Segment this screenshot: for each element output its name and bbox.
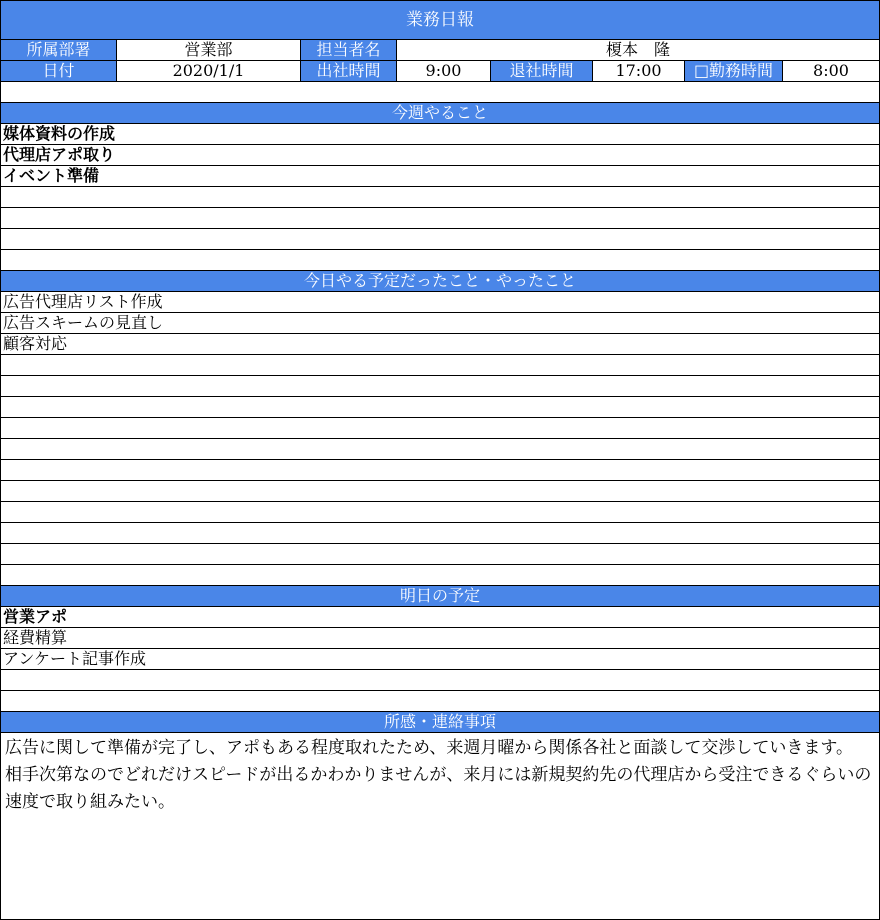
today-item[interactable]: [1, 565, 879, 586]
weekly-item[interactable]: イベント準備: [1, 166, 879, 187]
tomorrow-item[interactable]: [1, 670, 879, 691]
weekly-item[interactable]: 代理店アポ取り: [1, 145, 879, 166]
tomorrow-item[interactable]: 経費精算: [1, 628, 879, 649]
info-row-1: [1, 40, 879, 61]
today-item[interactable]: [1, 418, 879, 439]
today-item[interactable]: 広告代理店リスト作成: [1, 292, 879, 313]
today-item[interactable]: [1, 439, 879, 460]
weekly-item[interactable]: 媒体資料の作成: [1, 124, 879, 145]
today-item[interactable]: [1, 502, 879, 523]
weekly-item[interactable]: [1, 187, 879, 208]
person-value[interactable]: 榎本 隆: [605, 40, 670, 59]
checkin-label: 出社時間: [301, 61, 397, 81]
work-hours-value[interactable]: 8:00: [813, 61, 849, 80]
person-label: 担当者名: [301, 40, 397, 60]
tomorrow-item[interactable]: 営業アポ: [1, 607, 879, 628]
checkout-value[interactable]: 17:00: [593, 61, 685, 81]
tomorrow-item[interactable]: [1, 691, 879, 712]
checkout-label: 退社時間: [491, 61, 593, 81]
work-hours-label: □勤務時間: [685, 61, 783, 81]
today-item[interactable]: 顧客対応: [1, 334, 879, 355]
report-title: 業務日報: [1, 1, 879, 40]
weekly-item[interactable]: [1, 250, 879, 271]
today-section-header: 今日やる予定だったこと・やったこと: [1, 271, 879, 292]
checkin-value[interactable]: 9:00: [397, 61, 491, 81]
weekly-item[interactable]: [1, 229, 879, 250]
today-item[interactable]: [1, 523, 879, 544]
today-item[interactable]: [1, 544, 879, 565]
date-value[interactable]: 2020/1/1: [117, 61, 301, 81]
today-item[interactable]: [1, 355, 879, 376]
notes-paragraph: 広告に関して準備が完了し、アポもある程度取れたため、来週月曜から関係各社と面談して交渉していきます。: [5, 738, 853, 758]
dept-value[interactable]: 営業部: [117, 40, 301, 60]
today-item[interactable]: [1, 460, 879, 481]
date-label: 日付: [1, 61, 117, 81]
spacer-row: [1, 82, 879, 103]
info-row-2: [1, 61, 879, 82]
today-item[interactable]: 広告スキームの見直し: [1, 313, 879, 334]
today-item[interactable]: [1, 481, 879, 502]
notes-paragraph: 相手次第なのでどれだけスピードが出るかわかりませんが、来月には新規契約先の代理店から受注できるぐらいの速度で取り組みたい。: [5, 765, 872, 812]
notes-section-header: 所感・連絡事項: [1, 712, 879, 733]
weekly-item[interactable]: [1, 208, 879, 229]
tomorrow-item[interactable]: アンケート記事作成: [1, 649, 879, 670]
today-item[interactable]: [1, 376, 879, 397]
tomorrow-section-header: 明日の予定: [1, 586, 879, 607]
dept-label: 所属部署: [1, 40, 117, 60]
today-item[interactable]: [1, 397, 879, 418]
weekly-section-header: 今週やること: [1, 103, 879, 124]
notes-textarea[interactable]: [1, 733, 879, 818]
